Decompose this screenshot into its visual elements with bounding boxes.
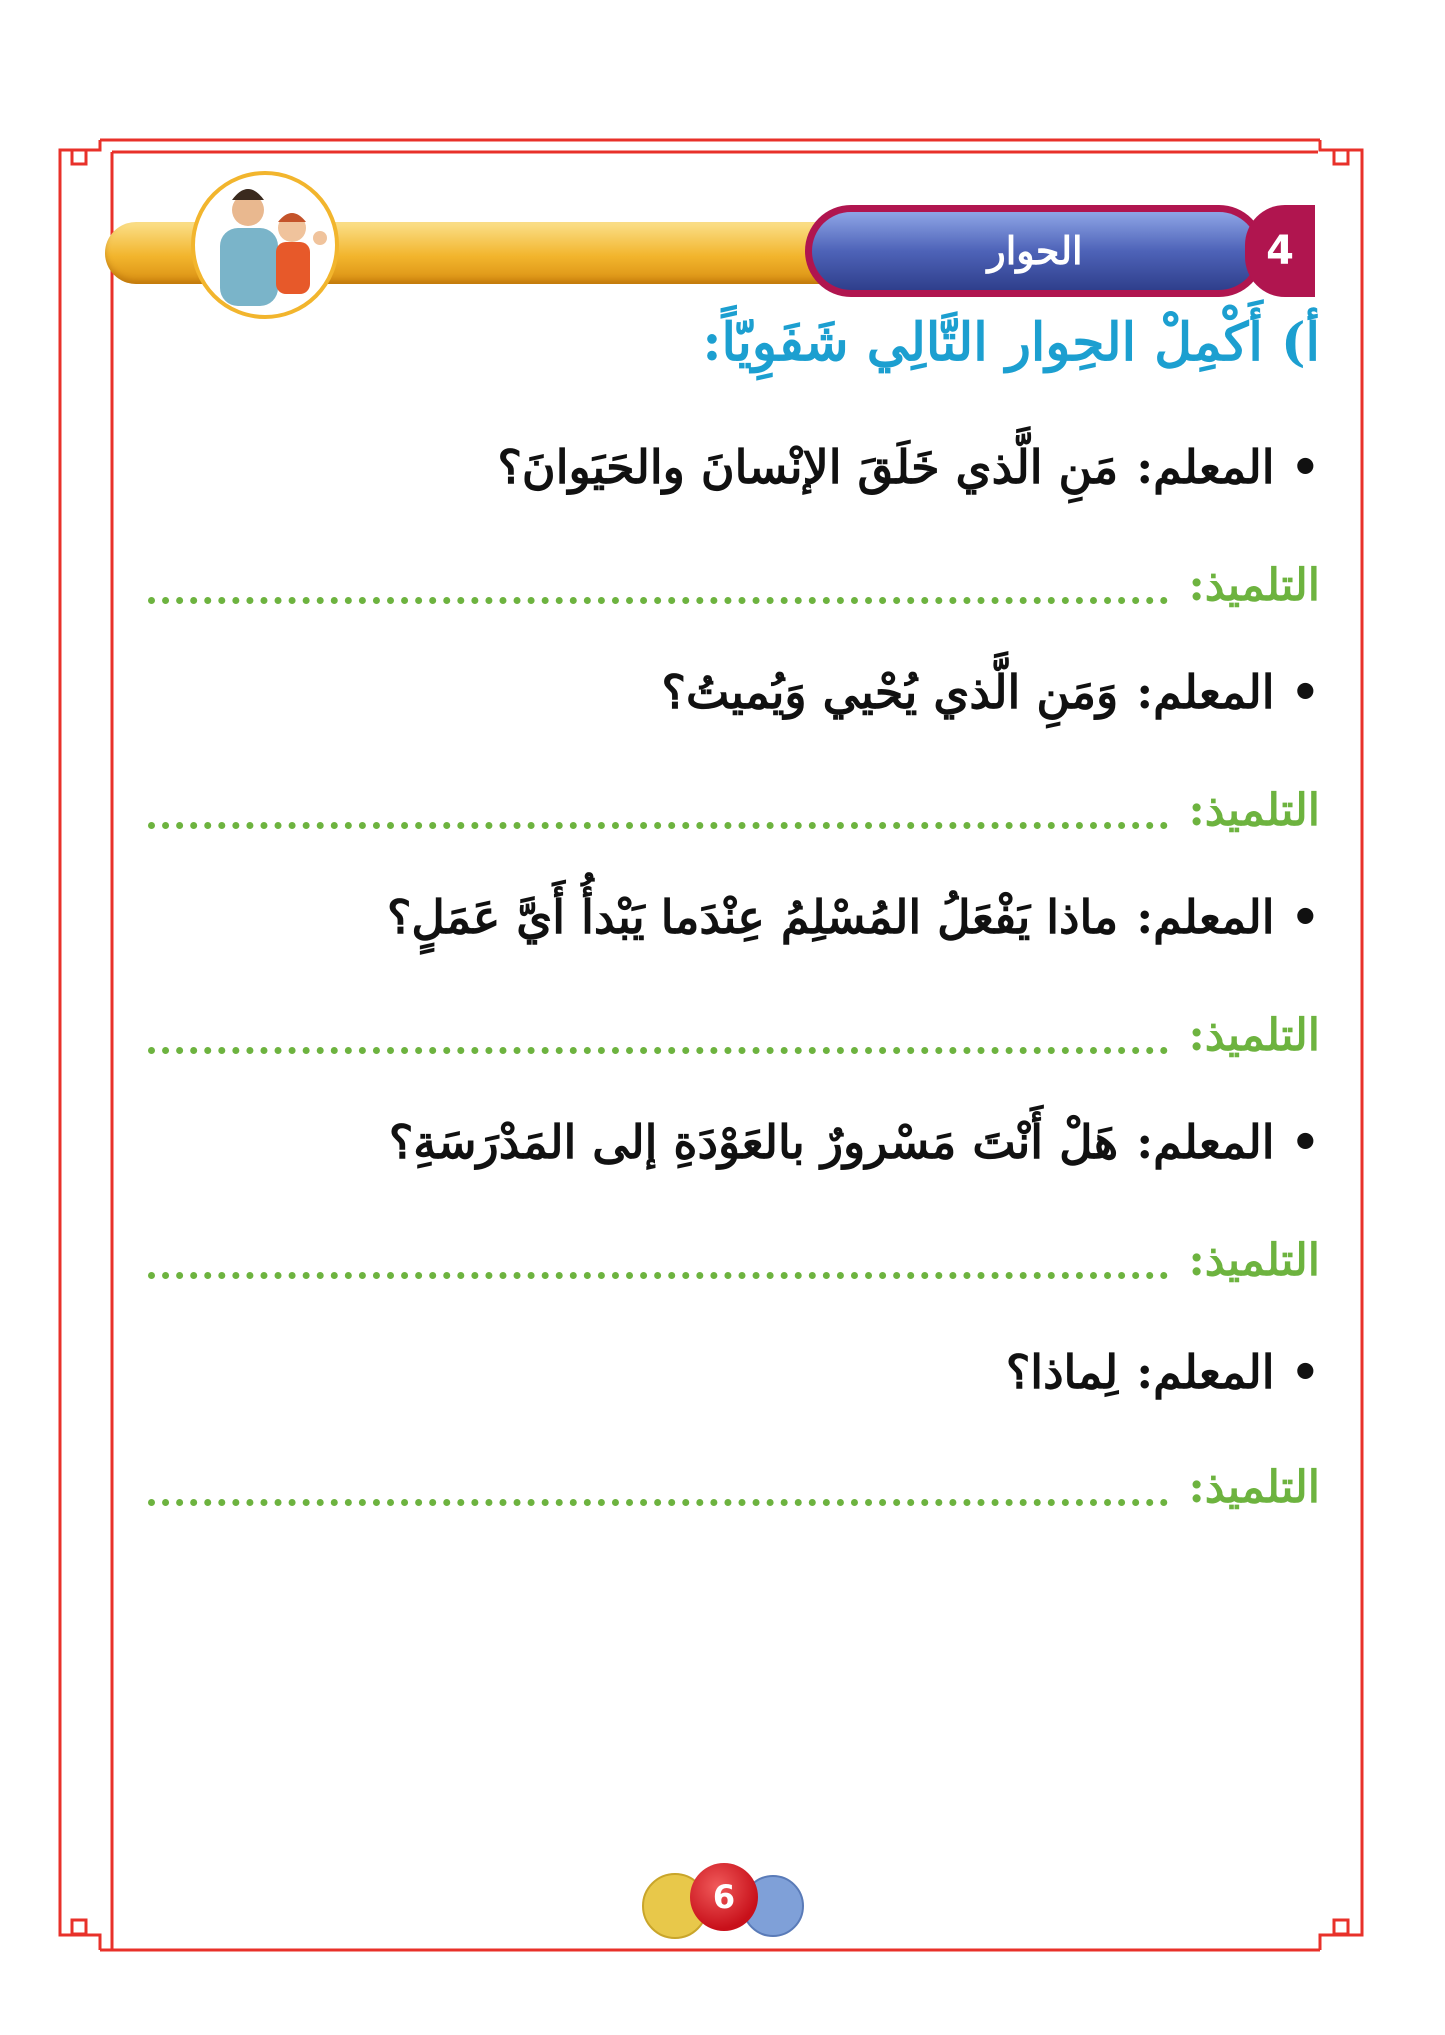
bullet: • xyxy=(1290,440,1320,494)
bullet: • xyxy=(1290,1345,1320,1399)
question-text: لِماذا؟ xyxy=(1005,1345,1119,1399)
answer-dotted-line[interactable] xyxy=(148,1242,1168,1279)
speaker-label: المعلم: xyxy=(1136,1345,1275,1399)
student-label: التلميذ: xyxy=(1188,560,1320,611)
teacher-line xyxy=(662,665,1320,719)
teacher-line xyxy=(498,440,1320,494)
teacher-line xyxy=(389,1115,1320,1169)
teacher-child-illustration xyxy=(190,170,340,320)
section-number-badge: 4 xyxy=(1245,205,1315,297)
speaker-label: المعلم: xyxy=(1136,665,1275,719)
answer-dotted-line[interactable] xyxy=(148,792,1168,829)
answer-dotted-line[interactable] xyxy=(148,1017,1168,1054)
student-answer-line[interactable] xyxy=(148,1462,1320,1513)
teacher-line xyxy=(1006,1345,1320,1399)
question-text: ماذا يَفْعَلُ المُسْلِمُ عِنْدَما يَبْدأُ أَيَّ عَمَلٍ؟ xyxy=(386,890,1119,944)
speaker-label: المعلم: xyxy=(1136,890,1275,944)
section-title: الحوار xyxy=(812,212,1258,290)
student-answer-line[interactable] xyxy=(148,1235,1320,1286)
teacher-line xyxy=(387,890,1320,944)
question-text: وَمَنِ الَّذي يُحْيي وَيُميتُ؟ xyxy=(661,665,1119,719)
student-answer-line[interactable] xyxy=(148,785,1320,836)
student-label: التلميذ: xyxy=(1188,1462,1320,1513)
bullet: • xyxy=(1290,890,1320,944)
bullet: • xyxy=(1290,665,1320,719)
question-text: مَنِ الَّذي خَلَقَ الإنْسانَ والحَيَوانَ؟ xyxy=(497,440,1119,494)
student-answer-line[interactable] xyxy=(148,1010,1320,1061)
speaker-label: المعلم: xyxy=(1136,440,1275,494)
student-label: التلميذ: xyxy=(1188,1235,1320,1286)
speaker-label: المعلم: xyxy=(1136,1115,1275,1169)
answer-dotted-line[interactable] xyxy=(148,567,1168,604)
exercise-title: أ) أَكْمِلْ الحِوار التَّالِي شَفَوِيّاً: xyxy=(702,312,1320,373)
student-label: التلميذ: xyxy=(1188,1010,1320,1061)
student-answer-line[interactable] xyxy=(148,560,1320,611)
question-text: هَلْ أَنْتَ مَسْرورٌ بالعَوْدَةِ إلى المَدْرَسَةِ؟ xyxy=(388,1115,1119,1169)
answer-dotted-line[interactable] xyxy=(148,1469,1168,1506)
page-number: 6 xyxy=(690,1863,758,1931)
student-label: التلميذ: xyxy=(1188,785,1320,836)
bullet: • xyxy=(1290,1115,1320,1169)
